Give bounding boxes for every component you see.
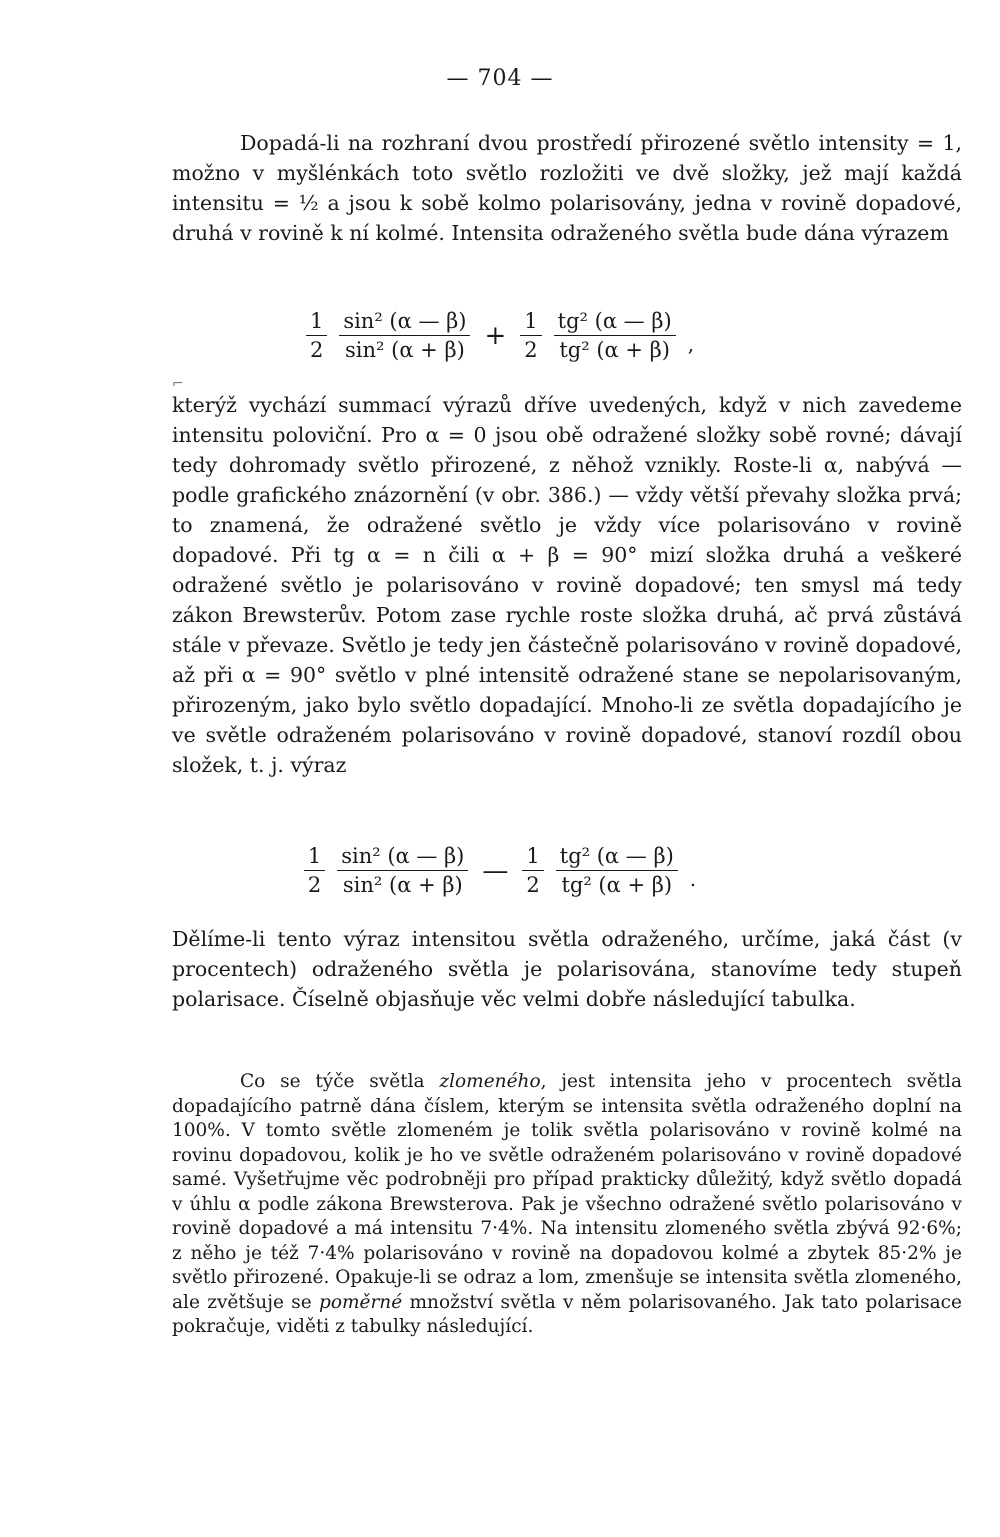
fraction-denominator: sin² (α + β) xyxy=(342,873,463,897)
fraction-sin xyxy=(337,842,468,899)
paragraph-2 xyxy=(172,390,962,780)
margin-mark: ⌐ xyxy=(172,376,184,392)
fraction-numerator: 1 xyxy=(306,307,327,336)
formula-1 xyxy=(0,307,1000,364)
paragraph-3-text: Dělíme-li tento výraz intensitou světla odraženého, určíme, jaká část (v procentech) odraženého světla je polarisována, stanovíme tedy stupeň polarisace. Číselně objasňuje věc velmi dobře následující tabulka. xyxy=(172,927,962,1011)
formula-2 xyxy=(0,842,1000,899)
formula-operator: + xyxy=(484,320,507,351)
fraction-numerator: sin² (α — β) xyxy=(337,842,468,871)
page-number: — 704 — xyxy=(446,66,554,91)
paragraph-4-text-3: množství světla v něm polarisovaného. Jak tato polarisace pokračuje, viděti z tabulky následující. xyxy=(172,1291,962,1337)
fraction-denominator: 2 xyxy=(526,873,540,897)
fraction-tg xyxy=(556,842,678,899)
fraction-numerator: 1 xyxy=(522,842,543,871)
formula-punctuation: , xyxy=(687,332,695,356)
paragraph-4 xyxy=(172,1070,962,1340)
fraction-denominator: 2 xyxy=(309,338,324,362)
fraction-half xyxy=(522,842,543,899)
fraction-numerator: 1 xyxy=(520,307,541,336)
fraction-tg xyxy=(554,307,676,364)
fraction-denominator: tg² (α + β) xyxy=(561,873,673,897)
fraction-denominator: 2 xyxy=(307,873,322,897)
formula-punctuation: . xyxy=(689,867,697,891)
fraction-numerator: sin² (α — β) xyxy=(339,307,470,336)
paragraph-4-italic-2: poměrné xyxy=(318,1291,403,1313)
fraction-numerator: 1 xyxy=(304,842,325,871)
fraction-denominator: tg² (α + β) xyxy=(559,338,670,362)
fraction-numerator: tg² (α — β) xyxy=(554,307,676,336)
paragraph-1 xyxy=(172,128,962,248)
paragraph-3 xyxy=(172,924,962,1014)
fraction-half xyxy=(306,307,327,364)
paragraph-1-text: Dopadá-li na rozhraní dvou prostředí přirozené světlo intensity = 1, možno v myšlénkách toto světlo rozložiti ve dvě složky, jež mají každá intensitu = ½ a jsou k sobě kolmo polarisovány, jedna v rovině dopadové, druhá v rovině k ní kolmé. Intensita odraženého světla bude dána výrazem xyxy=(172,131,962,245)
paragraph-2-text: kterýž vychází summací výrazů dříve uvedených, když v nich zavedeme intensitu poloviční. Pro α = 0 jsou obě odražené složky sobě rovné; dávají tedy dohromady světlo přirozené, z něhož vznikly. Roste-li α, nabývá — podle grafického znázornění (v obr. 386.) — vždy větší převahy složka prvá; to znamená, že odražené světlo je vždy více polarisováno v rovině dopadové. Při tg α = n čili α + β = 90° mizí složka druhá a veškeré odražené světlo je polarisováno v rovině dopadové; ten smysl má tedy zákon Brewsterův. Potom zase rychle roste složka druhá, ač prvá zůstává stále v převaze. Světlo je tedy jen částečně polarisováno v rovině dopadové, až při α = 90° světlo v plné intensitě odražené stane se nepolarisovaným, přirozeným, jako bylo světlo dopadající. Mnoho-li ze světla dopadajícího je ve světle odraženém polarisováno v rovině dopadové, stanoví rozdíl obou složek, t. j. výraz xyxy=(172,393,962,777)
paragraph-4-text-2: , jest intensita jeho v procentech světla dopadajícího patrně dána číslem, kterým se intensita světla odraženého doplní na 100%. V tomto světle zlomeném je tolik světla polarisováno v rovině kolmé na rovinu dopadovou, kolik je ho ve světle odraženém polarisováno v rovině dopadové samé. Vyšetřujme věc podrobněji pro případ prakticky důležitý, když světlo dopadá v úhlu α podle zákona Brewsterova. Pak je všechno odražené světlo polarisováno v rovině dopadové a má intensitu 7·4%. Na intensitu zlomeného světla zbývá 92·6%; z něho je též 7·4% polarisováno v rovině na dopadovou kolmé a zbytek 85·2% je světlo přirozené. Opakuje-li se odraz a lom, zmenšuje se intensita světla zlomeného, ale zvětšuje se xyxy=(172,1071,962,1313)
fraction-denominator: 2 xyxy=(524,338,538,362)
fraction-numerator: tg² (α — β) xyxy=(556,842,678,871)
formula-operator: — xyxy=(482,855,509,886)
paragraph-4-text-1: Co se týče světla xyxy=(240,1071,440,1092)
paragraph-4-italic-1: zlomeného xyxy=(439,1071,541,1092)
fraction-denominator: sin² (α + β) xyxy=(345,338,465,362)
fraction-half xyxy=(304,842,325,899)
fraction-half xyxy=(520,307,541,364)
fraction-sin xyxy=(339,307,470,364)
